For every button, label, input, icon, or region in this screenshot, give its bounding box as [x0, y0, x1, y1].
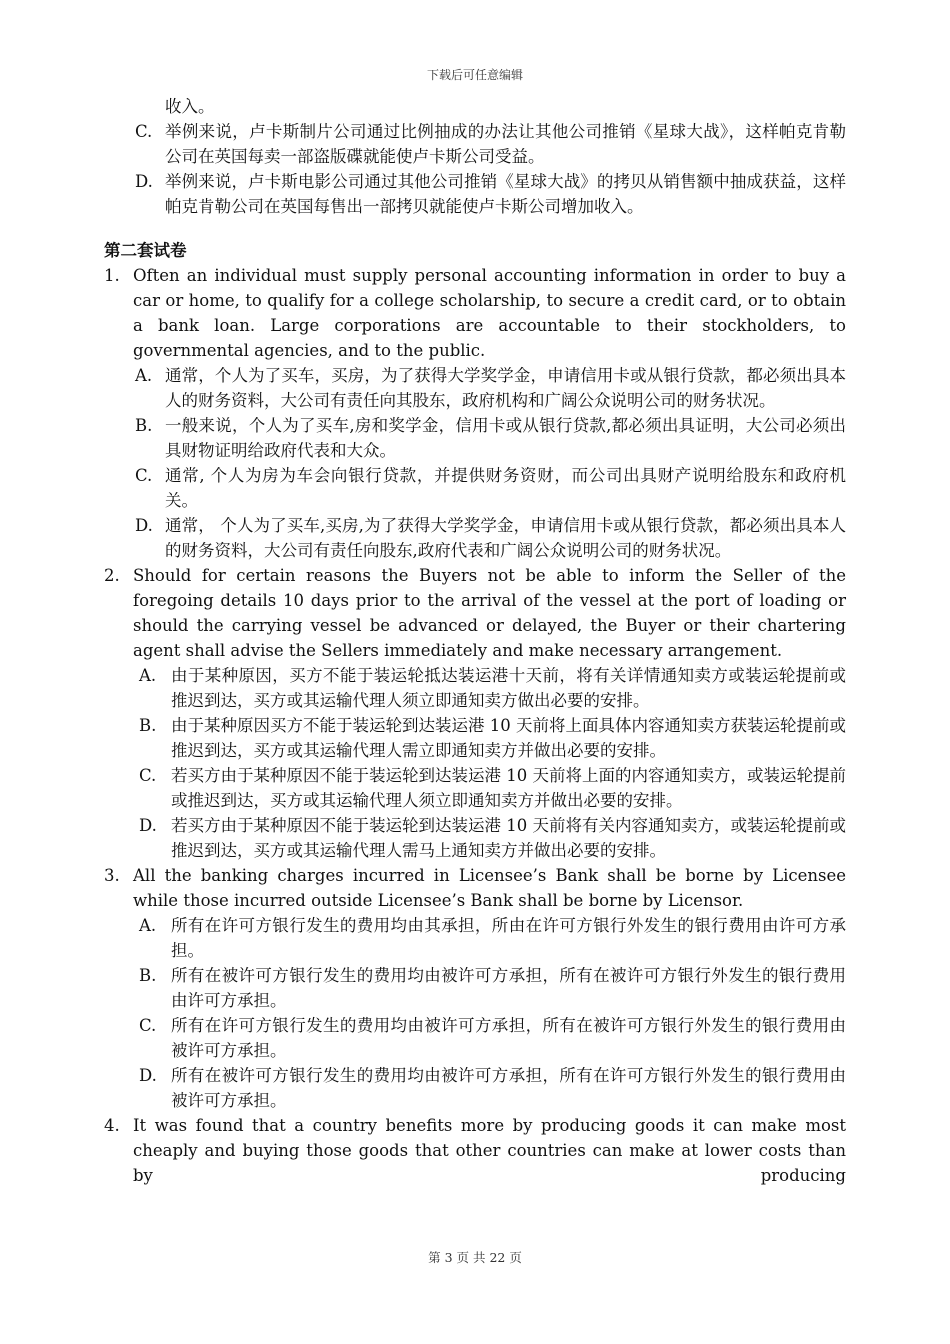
option-text: 通常, 个人为房为车会向银行贷款，并提供财务资财，而公司出具财产说明给股东和政府机关。 [165, 466, 846, 510]
option-d [104, 813, 846, 863]
question-text: It was found that a country benefits more by producing goods it can make most cheaply and buying those goods that other countries can make at lower costs than by producing [133, 1116, 846, 1185]
section-title: 第二套试卷 [104, 241, 187, 260]
question-number: 2. [104, 566, 120, 585]
option-b [104, 413, 846, 463]
option-text: 一般来说，个人为了买车,房和奖学金，信用卡或从银行贷款,都必须出具证明，大公司必须出具财物证明给政府代表和大众。 [165, 416, 846, 460]
option-c [104, 463, 846, 513]
option-text: 所有在许可方银行发生的费用均由其承担，所由在许可方银行外发生的银行费用由许可方承担。 [171, 916, 846, 960]
question-3 [104, 863, 846, 1113]
option-letter: C. [139, 1016, 157, 1035]
document-body [104, 94, 846, 1188]
question-2 [104, 563, 846, 863]
option-d [104, 1063, 846, 1113]
question-stem [104, 563, 846, 663]
option-text: 若买方由于某种原因不能于装运轮到达装运港 10 天前将上面的内容通知卖方，或装运轮提前或推迟到达，买方或其运输代理人须立即通知卖方并做出必要的安排。 [171, 766, 846, 810]
option-letter: B. [139, 966, 157, 985]
option-letter: C. [135, 122, 153, 141]
option-letter: B. [139, 716, 157, 735]
question-4 [104, 1113, 846, 1188]
option-letter: D. [135, 172, 153, 191]
option-letter: D. [135, 516, 153, 535]
question-number: 3. [104, 866, 120, 885]
option-letter: A. [139, 666, 157, 685]
option-text: 举例来说，卢卡斯制片公司通过比例抽成的办法让其他公司推销《星球大战》，这样帕克肯勒公司在英国每卖一部盗版碟就能使卢卡斯公司受益。 [165, 122, 846, 166]
option-text: 所有在被许可方银行发生的费用均由被许可方承担，所有在许可方银行外发生的银行费用由被许可方承担。 [171, 1066, 846, 1110]
question-1 [104, 263, 846, 563]
option-c [104, 119, 846, 169]
option-d [104, 513, 846, 563]
option-letter: A. [135, 366, 153, 385]
option-letter: A. [139, 916, 157, 935]
option-letter: D. [139, 1066, 157, 1085]
option-text: 若买方由于某种原因不能于装运轮到达装运港 10 天前将有关内容通知卖方，或装运轮提前或推迟到达，买方或其运输代理人需马上通知卖方并做出必要的安排。 [171, 816, 846, 860]
question-number: 1. [104, 266, 120, 285]
option-c [104, 763, 846, 813]
question-number: 4. [104, 1116, 120, 1135]
option-text: 由于某种原因买方不能于装运轮到达装运港 10 天前将上面具体内容通知卖方获装运轮提前或推迟到达，买方或其运输代理人需立即通知卖方并做出必要的安排。 [171, 716, 846, 760]
question-text: Often an individual must supply personal accounting information in order to buy a car or home, to qualify for a college scholarship, to secure a credit card, or to obtain a bank loan. Large corporations are accountable to their stockholders, to governmental agencies, and to the public. [133, 266, 846, 360]
option-text: 由于某种原因，买方不能于装运轮抵达装运港十天前，将有关详情通知卖方或装运轮提前或推迟到达，买方或其运输代理人须立即通知卖方做出必要的安排。 [171, 666, 846, 710]
question-text: Should for certain reasons the Buyers not be able to inform the Seller of the foregoing details 10 days prior to the arrival of the vessel at the port of loading or should the carrying vessel be advanced or delayed, the Buyer or their chartering agent shall advise the Sellers immediately and make necessary arrangement. [133, 566, 846, 660]
option-b [104, 963, 846, 1013]
option-d [104, 169, 846, 219]
question-stem [104, 863, 846, 913]
option-letter: B. [135, 416, 153, 435]
option-a [104, 913, 846, 963]
option-a [104, 663, 846, 713]
option-letter: C. [135, 466, 153, 485]
option-letter: C. [139, 766, 157, 785]
option-continuation: 收入。 [165, 97, 215, 116]
option-text: 所有在被许可方银行发生的费用均由被许可方承担，所有在被许可方银行外发生的银行费用由许可方承担。 [171, 966, 846, 1010]
option-text: 通常，个人为了买车，买房，为了获得大学奖学金，申请信用卡或从银行贷款，都必须出具本人的财务资料，大公司有责任向其股东，政府机构和广阔公众说明公司的财务状况。 [165, 366, 846, 410]
option-letter: D. [139, 816, 157, 835]
page-header: 下载后可任意编辑 [426, 68, 523, 82]
option-text: 举例来说，卢卡斯电影公司通过其他公司推销《星球大战》的拷贝从销售额中抽成获益，这样帕克肯勒公司在英国每售出一部拷贝就能使卢卡斯公司增加收入。 [165, 172, 846, 216]
option-c [104, 1013, 846, 1063]
page-footer: 第 3 页 共 22 页 [428, 1250, 522, 1265]
question-stem [104, 263, 846, 363]
option-text: 通常， 个人为了买车,买房,为了获得大学奖学金，申请信用卡或从银行贷款，都必须出具本人的财务资料，大公司有责任向股东,政府代表和广阔公众说明公司的财务状况。 [165, 516, 846, 560]
question-stem [104, 1113, 846, 1188]
option-text: 所有在许可方银行发生的费用均由被许可方承担，所有在被许可方银行外发生的银行费用由被许可方承担。 [171, 1016, 846, 1060]
option-a [104, 363, 846, 413]
previous-question-block [104, 94, 846, 219]
option-b [104, 713, 846, 763]
question-text: All the banking charges incurred in Licensee’s Bank shall be borne by Licensee while those incurred outside Licensee’s Bank shall be borne by Licensor. [133, 866, 846, 910]
